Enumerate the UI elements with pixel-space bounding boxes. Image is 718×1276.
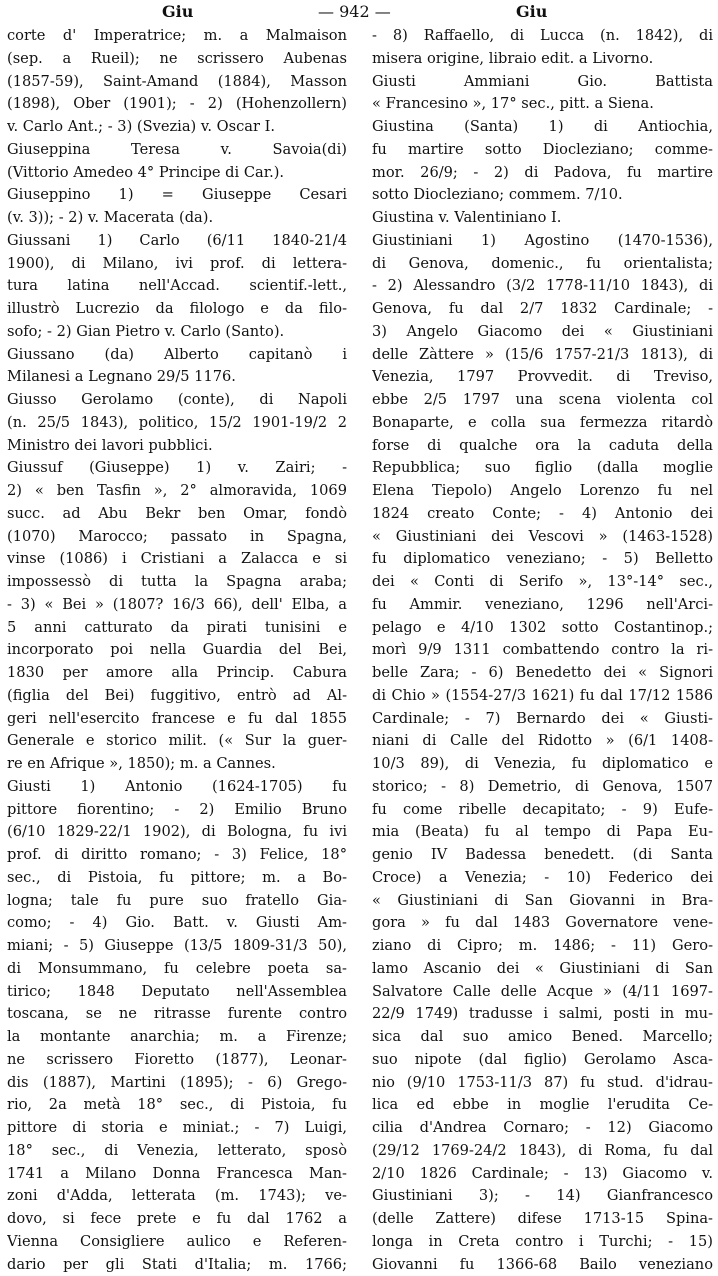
text-line: belle Zara; - 6) Benedetto dei « Signori [372,662,713,685]
text-line: Giovanni fu 1366-68 Bailo veneziano [372,1254,713,1276]
text-line: forse di qualche ora la caduta della [372,435,713,458]
left-column [7,25,347,1276]
text-line: 1900), di Milano, ivi prof. di lettera- [7,253,347,276]
text-line: nio (9/10 1753-11/3 87) fu stud. d'idrau- [372,1072,713,1095]
text-line: Giustiniani 1) Agostino (1470-1536), [372,230,713,253]
text-line: toscana, se ne ritrasse furente contro [7,1003,347,1026]
text-line: genio IV Badessa benedett. (di Santa [372,844,713,867]
page-number: — 942 — [318,2,391,21]
text-line: « Giustiniani dei Vescovi » (1463-1528) [372,526,713,549]
text-line: lamo Ascanio dei « Giustiniani di San [372,958,713,981]
text-line: mia (Beata) fu al tempo di Papa Eu- [372,821,713,844]
text-line: fu diplomatico veneziano; - 5) Belletto [372,548,713,571]
text-line: re en Afrique », 1850); m. a Cannes. [7,753,347,776]
text-line: dei « Conti di Serifo », 13°-14° sec., [372,571,713,594]
text-line: Ministro dei lavori pubblici. [7,435,347,458]
text-line: Giuseppina Teresa v. Savoia(di) [7,139,347,162]
header-left-word: Giu [162,2,193,21]
text-line: ebbe 2/5 1797 una scena violenta col [372,389,713,412]
text-line: suo nipote (dal figlio) Gerolamo Asca- [372,1049,713,1072]
text-line: tirico; 1848 Deputato nell'Assemblea [7,981,347,1004]
text-line: Giussano (da) Alberto capitanò i [7,344,347,367]
running-header [0,0,718,24]
text-line: Vienna Consigliere aulico e Referen- [7,1231,347,1254]
text-line: Milanesi a Legnano 29/5 1176. [7,366,347,389]
text-line: fu martire sotto Diocleziano; comme- [372,139,713,162]
text-line: pittore di storia e miniat.; - 7) Luigi, [7,1117,347,1140]
text-line: la montante anarchia; m. a Firenze; [7,1026,347,1049]
text-line: Giusti Ammiani Gio. Battista [372,71,713,94]
text-line: cilia d'Andrea Cornaro; - 12) Giacomo [372,1117,713,1140]
header-right-word: Giu [516,2,547,21]
text-line: 1741 a Milano Donna Francesca Man- [7,1163,347,1186]
text-line: vinse (1086) i Cristiani a Zalacca e si [7,548,347,571]
text-line: (sep. a Rueil); ne scrissero Aubenas [7,48,347,71]
text-line: storico; - 8) Demetrio, di Genova, 1507 [372,776,713,799]
text-line: gora » fu dal 1483 Governatore vene- [372,912,713,935]
text-line: sofo; - 2) Gian Pietro v. Carlo (Santo). [7,321,347,344]
text-line: 10/3 89), di Venezia, fu diplomatico e [372,753,713,776]
text-line: longa in Creta contro i Turchi; - 15) [372,1231,713,1254]
text-line: tura latina nell'Accad. scientif.-lett., [7,275,347,298]
text-line: geri nell'esercito francese e fu dal 1855 [7,708,347,731]
text-line: (29/12 1769-24/2 1843), di Roma, fu dal [372,1140,713,1163]
text-line: v. Carlo Ant.; - 3) (Svezia) v. Oscar I. [7,116,347,139]
text-line: corte d' Imperatrice; m. a Malmaison [7,25,347,48]
right-column [372,25,713,1276]
text-line: Generale e storico milit. (« Sur la guer- [7,730,347,753]
text-line: Giustiniani 3); - 14) Gianfrancesco [372,1185,713,1208]
text-line: Giusso Gerolamo (conte), di Napoli [7,389,347,412]
text-line: dis (1887), Martini (1895); - 6) Grego- [7,1072,347,1095]
text-line: pittore fiorentino; - 2) Emilio Bruno [7,799,347,822]
text-line: 3) Angelo Giacomo dei « Giustiniani [372,321,713,344]
text-line: succ. ad Abu Bekr ben Omar, fondò [7,503,347,526]
text-line: Croce) a Venezia; - 10) Federico dei [372,867,713,890]
text-line: Genova, fu dal 2/7 1832 Cardinale; - [372,298,713,321]
text-line: pelago e 4/10 1302 sotto Costantinop.; [372,617,713,640]
text-line: Giussuf (Giuseppe) 1) v. Zairi; - [7,457,347,480]
text-line: Giuseppino 1) = Giuseppe Cesari [7,184,347,207]
text-line: Elena Tiepolo) Angelo Lorenzo fu nel [372,480,713,503]
text-line: fu come ribelle decapitato; - 9) Eufe- [372,799,713,822]
text-line: 5 anni catturato da pirati tunisini e [7,617,347,640]
text-line: (1857-59), Saint-Amand (1884), Masson [7,71,347,94]
text-line: 1824 creato Conte; - 4) Antonio dei [372,503,713,526]
text-line: dario per gli Stati d'Italia; m. 1766; [7,1254,347,1276]
text-line: di Genova, domenic., fu orientalista; [372,253,713,276]
text-line: (Vittorio Amedeo 4° Principe di Car.). [7,162,347,185]
text-line: Cardinale; - 7) Bernardo dei « Giusti- [372,708,713,731]
text-line: ne scrissero Fioretto (1877), Leonar- [7,1049,347,1072]
text-line: 22/9 1749) tradusse i salmi, posti in mu- [372,1003,713,1026]
text-line: illustrò Lucrezio da filologo e da filo- [7,298,347,321]
text-line: Repubblica; suo figlio (dalla moglie [372,457,713,480]
text-line: niani di Calle del Ridotto » (6/1 1408- [372,730,713,753]
text-line: (6/10 1829-22/1 1902), di Bologna, fu ivi [7,821,347,844]
text-line: delle Zàttere » (15/6 1757-21/3 1813), di [372,344,713,367]
text-line: incorporato poi nella Guardia del Bei, [7,639,347,662]
text-line: sica dal suo amico Bened. Marcello; [372,1026,713,1049]
text-line: (n. 25/5 1843), politico, 15/2 1901-19/2 2 [7,412,347,435]
text-line: ziano di Cipro; m. 1486; - 11) Gero- [372,935,713,958]
text-line: logna; tale fu pure suo fratello Gia- [7,890,347,913]
text-line: rio, 2a metà 18° sec., di Pistoia, fu [7,1094,347,1117]
text-line: misera origine, libraio edit. a Livorno. [372,48,713,71]
text-line: Salvatore Calle delle Acque » (4/11 1697- [372,981,713,1004]
text-line: mor. 26/9; - 2) di Padova, fu martire [372,162,713,185]
text-line: zoni d'Adda, letterata (m. 1743); ve- [7,1185,347,1208]
text-line: Giussani 1) Carlo (6/11 1840-21/4 [7,230,347,253]
text-line: 2) « ben Tasfin », 2° almoravida, 1069 [7,480,347,503]
text-line: « Giustiniani di San Giovanni in Bra- [372,890,713,913]
text-line: (delle Zattere) difese 1713-15 Spina- [372,1208,713,1231]
text-line: dovo, si fece prete e fu dal 1762 a [7,1208,347,1231]
text-line: impossessò di tutta la Spagna araba; [7,571,347,594]
text-line: di Chio » (1554-27/3 1621) fu dal 17/12 1586 [372,685,713,708]
text-line: (1070) Marocco; passato in Spagna, [7,526,347,549]
text-line: Venezia, 1797 Provvedit. di Treviso, [372,366,713,389]
text-line: - 8) Raffaello, di Lucca (n. 1842), di [372,25,713,48]
text-line: Giustina v. Valentiniano I. [372,207,713,230]
text-line: lica ed ebbe in moglie l'erudita Ce- [372,1094,713,1117]
text-line: Giustina (Santa) 1) di Antiochia, [372,116,713,139]
text-line: 18° sec., di Venezia, letterato, sposò [7,1140,347,1163]
text-line: - 3) « Bei » (1807? 16/3 66), dell' Elba, a [7,594,347,617]
text-line: sec., di Pistoia, fu pittore; m. a Bo- [7,867,347,890]
text-line: fu Ammir. veneziano, 1296 nell'Arci- [372,594,713,617]
text-line: prof. di diritto romano; - 3) Felice, 18° [7,844,347,867]
text-line: 2/10 1826 Cardinale; - 13) Giacomo v. [372,1163,713,1186]
text-line: miani; - 5) Giuseppe (13/5 1809-31/3 50), [7,935,347,958]
text-line: Bonaparte, e colla sua fermezza ritardò [372,412,713,435]
text-line: Giusti 1) Antonio (1624-1705) fu [7,776,347,799]
text-line: (v. 3)); - 2) v. Macerata (da). [7,207,347,230]
text-line: (1898), Ober (1901); - 2) (Hohenzollern) [7,93,347,116]
text-line: - 2) Alessandro (3/2 1778-11/10 1843), di [372,275,713,298]
text-line: sotto Diocleziano; commem. 7/10. [372,184,713,207]
text-line: 1830 per amore alla Princip. Cabura [7,662,347,685]
text-line: morì 9/9 1311 combattendo contro la ri- [372,639,713,662]
text-line: (figlia del Bei) fuggitivo, entrò ad Al- [7,685,347,708]
text-line: « Francesino », 17° sec., pitt. a Siena. [372,93,713,116]
text-line: di Monsummano, fu celebre poeta sa- [7,958,347,981]
text-line: como; - 4) Gio. Batt. v. Giusti Am- [7,912,347,935]
